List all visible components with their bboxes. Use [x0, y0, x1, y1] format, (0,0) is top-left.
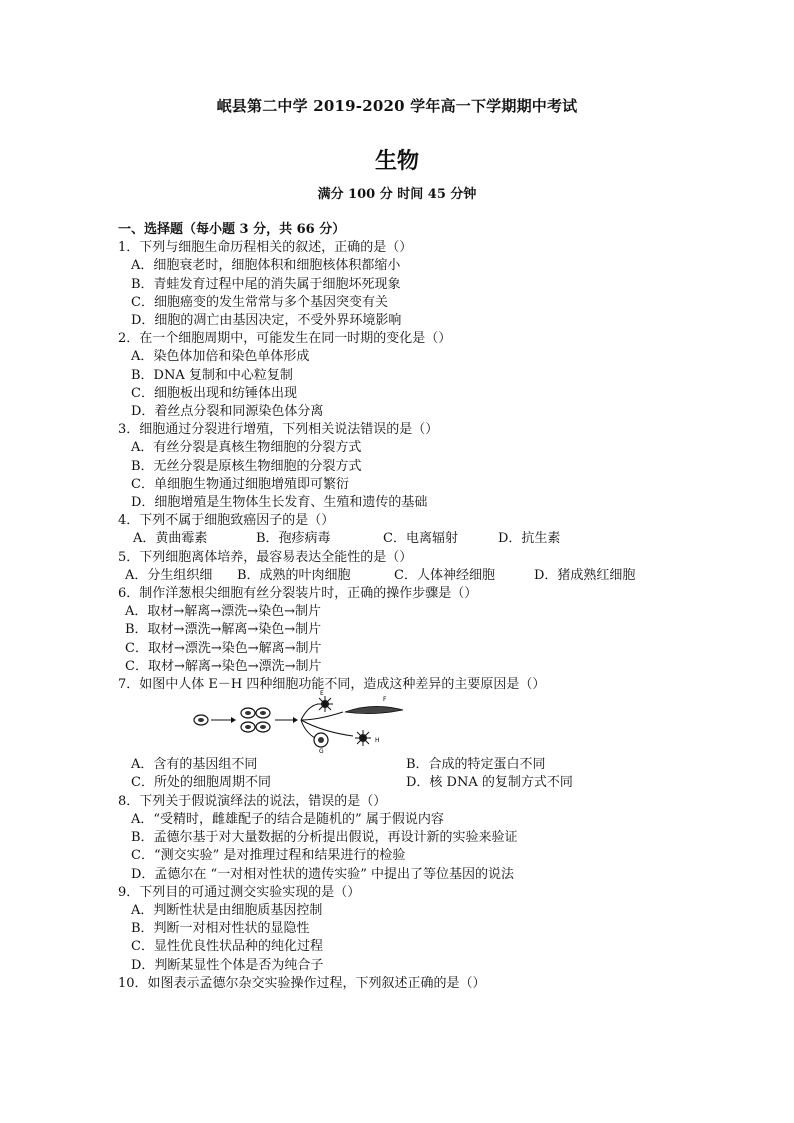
exam-content — [118, 221, 738, 993]
option-b: B．判断一对相对性状的显隐性 — [131, 921, 310, 937]
option-d: D．猪成熟红细胞 — [534, 567, 636, 583]
question-4 — [118, 512, 738, 548]
option-a: A．分生组织细 — [125, 567, 213, 583]
question-8 — [118, 793, 738, 884]
option-c: C．“测交实验” 是对推理过程和结果进行的检验 — [131, 848, 406, 864]
option-a: A．黄曲霉素 — [133, 531, 208, 547]
options-row — [118, 756, 738, 774]
option-b: B．成熟的叶肉细胞 — [237, 567, 351, 583]
label-f: F — [383, 696, 387, 704]
question-7 — [118, 676, 738, 793]
option-d: D．细胞增殖是生物体生长发育、生殖和遗传的基础 — [131, 495, 428, 511]
option-a: A．含有的基因组不同 — [131, 757, 258, 773]
option-a: A．“受精时，雌雄配子的结合是随机的” 属于假说内容 — [131, 811, 444, 827]
question-stem: 1．下列与细胞生命历程相关的叙述，正确的是（） — [118, 240, 413, 256]
options-row — [118, 530, 738, 548]
option-a: A．取材→解离→漂洗→染色→制片 — [125, 604, 321, 620]
option-c: C．人体神经细胞 — [394, 567, 495, 583]
option-c: C．电离辐射 — [383, 531, 458, 547]
option-d: D．着丝点分裂和同源染色体分离 — [131, 404, 324, 420]
option-c: C．所处的细胞周期不同 — [131, 775, 271, 791]
option-c: C．取材→漂洗→染色→解离→制片 — [125, 640, 322, 656]
options-row — [118, 567, 738, 585]
option-d: D．细胞的凋亡由基因决定，不受外界环境影响 — [131, 313, 402, 329]
subject-title: 生物 — [374, 148, 419, 174]
label-h: H — [375, 737, 380, 745]
question-2 — [118, 330, 738, 421]
question-stem: 3．细胞通过分裂进行增殖，下列相关说法错误的是（） — [118, 422, 439, 438]
exam-info: 满分 100 分 时间 45 分钟 — [317, 187, 477, 202]
option-c: C．显性优良性状品种的纯化过程 — [131, 939, 323, 955]
question-3 — [118, 421, 738, 512]
option-b: B．合成的特定蛋白不同 — [406, 757, 546, 773]
question-stem: 6．制作洋葱根尖细胞有丝分裂装片时，正确的操作步骤是（） — [118, 586, 478, 602]
options-row — [118, 774, 738, 792]
option-b: B．青蛙发育过程中尾的消失属于细胞坏死现象 — [131, 276, 401, 292]
option-b: B．孟德尔基于对大量数据的分析提出假说，再设计新的实验来验证 — [131, 830, 518, 846]
question-stem: 7．如图中人体 E－H 四种细胞功能不同，造成这种差异的主要原因是（） — [118, 677, 546, 693]
option-c: C．细胞癌变的发生常常与多个基因突变有关 — [131, 294, 388, 310]
option-b: B．DNA 复制和中心粒复制 — [131, 367, 293, 383]
option-d: D．核 DNA 的复制方式不同 — [406, 775, 573, 791]
exam-title: 岷县第二中学 2019-2020 学年高一下学期期中考试 — [216, 97, 578, 115]
option-d: D．判断某显性个体是否为纯合子 — [131, 957, 324, 973]
cell-differentiation-figure — [118, 690, 738, 756]
question-10 — [118, 975, 738, 993]
question-stem: 10．如图表示孟德尔杂交实验操作过程，下列叙述正确的是（） — [118, 975, 486, 991]
option-a: A．染色体加倍和染色单体形成 — [131, 349, 310, 365]
question-stem: 4．下列不属于细胞致癌因子的是（） — [118, 513, 335, 529]
question-5 — [118, 549, 738, 585]
option-d: D．孟德尔在 “一对相对性状的遗传实验” 中提出了等位基因的说法 — [131, 866, 514, 882]
label-g: G — [319, 748, 324, 756]
question-1 — [118, 239, 738, 330]
option-c: C．单细胞生物通过细胞增殖即可繁衍 — [131, 476, 349, 492]
option-a: A．有丝分裂是真核生物细胞的分裂方式 — [131, 440, 362, 456]
question-9 — [118, 884, 738, 975]
option-a: A．细胞衰老时，细胞体积和细胞核体积都缩小 — [131, 258, 401, 274]
question-stem: 9．下列目的可通过测交实验实现的是（） — [118, 884, 361, 900]
question-stem: 5．下列细胞离体培养，最容易表达全能性的是（） — [118, 549, 413, 565]
question-stem: 2．在一个细胞周期中，可能发生在同一时期的变化是（） — [118, 331, 452, 347]
label-e: E — [320, 690, 324, 698]
option-b: B．孢疹病毒 — [256, 531, 331, 547]
cell-diagram-svg — [193, 690, 413, 756]
option-d: C．取材→解离→染色→漂洗→制片 — [125, 658, 322, 674]
section-heading: 一、选择题（每小题 3 分，共 66 分） — [118, 222, 346, 237]
option-b: B．无丝分裂是原核生物细胞的分裂方式 — [131, 458, 362, 474]
option-b: B．取材→漂洗→解离→染色→制片 — [125, 622, 322, 638]
option-a: A．判断性状是由细胞质基因控制 — [131, 902, 323, 918]
option-d: D．抗生素 — [498, 531, 561, 547]
option-c: C．细胞板出现和纺锤体出现 — [131, 385, 297, 401]
question-stem: 8．下列关于假说演绎法的说法，错误的是（） — [118, 793, 387, 809]
question-6 — [118, 585, 738, 676]
